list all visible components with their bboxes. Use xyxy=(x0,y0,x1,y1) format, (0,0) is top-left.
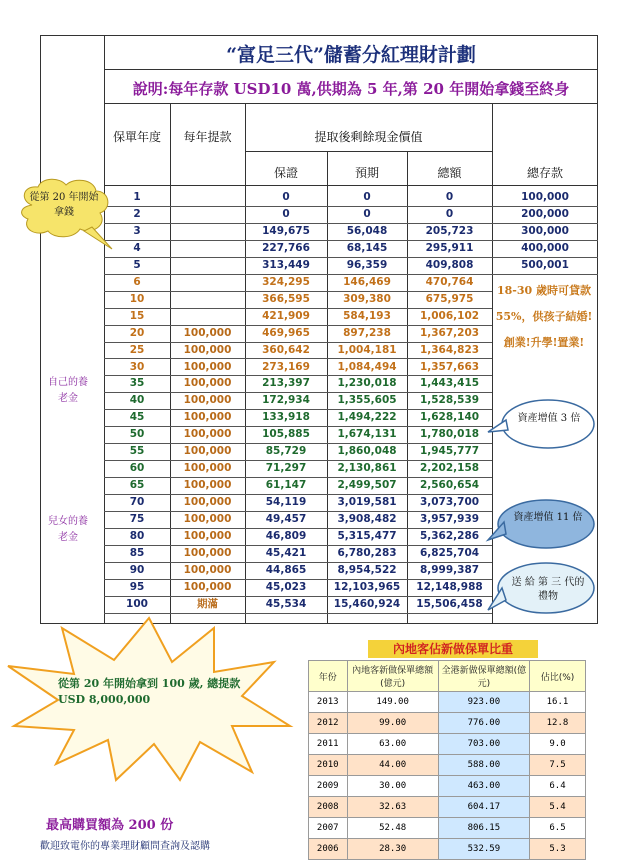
cell-projected: 1,494,222 xyxy=(337,411,397,423)
max-purchase-note: 最高購買額為 200 份 xyxy=(46,818,174,833)
cell-year: 1 xyxy=(133,191,141,203)
cell-projected: 897,238 xyxy=(343,327,391,339)
cell-total: 0 xyxy=(445,208,454,220)
market-cell-year: 2007 xyxy=(309,818,348,839)
cell-year: 90 xyxy=(129,564,145,576)
market-table-row xyxy=(309,839,586,860)
cell-annual: 100,000 xyxy=(183,513,232,525)
cell-guaranteed: 469,965 xyxy=(262,327,310,339)
cell-total: 2,202,158 xyxy=(419,462,480,474)
market-table-row xyxy=(309,818,586,839)
cell-total: 6,825,704 xyxy=(419,547,480,559)
market-cell-mainland: 32.63 xyxy=(347,797,438,818)
cell-year: 10 xyxy=(129,293,145,305)
market-header-hk: 全港新做保單總額(億元) xyxy=(438,661,529,692)
cell-projected: 1,355,605 xyxy=(337,394,397,406)
cell-annual: 100,000 xyxy=(183,361,232,373)
market-cell-year: 2013 xyxy=(309,692,348,713)
market-table-row xyxy=(309,776,586,797)
market-cell-pct: 16.1 xyxy=(529,692,585,713)
cell-annual: 100,000 xyxy=(183,327,232,339)
cell-total: 2,560,654 xyxy=(419,479,480,491)
cell-guaranteed: 213,397 xyxy=(262,377,310,389)
cell-total: 1,357,663 xyxy=(419,361,480,373)
start-withdraw-note: 從第 20 年開始拿錢 xyxy=(29,192,99,218)
cell-year: 40 xyxy=(129,394,145,406)
market-cell-year: 2009 xyxy=(309,776,348,797)
market-cell-hk: 923.00 xyxy=(438,692,529,713)
cell-year: 70 xyxy=(129,496,145,508)
market-cell-hk: 604.17 xyxy=(438,797,529,818)
market-cell-hk: 588.00 xyxy=(438,755,529,776)
cell-year: 45 xyxy=(129,411,145,423)
own-pension-label: 自己的養老金 xyxy=(48,377,88,404)
row-divider xyxy=(104,358,492,359)
cell-projected: 15,460,924 xyxy=(333,598,401,610)
market-cell-pct: 5.4 xyxy=(529,797,585,818)
cell-guaranteed: 46,809 xyxy=(265,530,307,542)
cell-year: 95 xyxy=(129,581,145,593)
header-annual: 每年提款 xyxy=(183,130,232,144)
cell-year: 30 xyxy=(129,361,145,373)
market-cell-mainland: 30.00 xyxy=(347,776,438,797)
cell-guaranteed: 366,595 xyxy=(262,293,310,305)
cell-year: 65 xyxy=(129,479,145,491)
cell-total: 1,945,777 xyxy=(419,445,480,457)
cell-deposit: 300,000 xyxy=(521,225,569,237)
cell-year: 60 xyxy=(129,462,145,474)
cell-guaranteed: 172,934 xyxy=(262,394,310,406)
market-table-row xyxy=(309,734,586,755)
page-subtitle: 說明:每年存款 USD10 萬,供期為 5 年,第 20 年開始拿錢至終身 xyxy=(132,80,570,98)
cell-total: 1,628,140 xyxy=(419,411,480,423)
market-table-row xyxy=(309,713,586,734)
cell-projected: 1,084,494 xyxy=(337,361,397,373)
cell-projected: 1,004,181 xyxy=(337,344,397,356)
cell-year: 75 xyxy=(129,513,145,525)
market-header-pct: 佔比(%) xyxy=(529,661,585,692)
cell-projected: 68,145 xyxy=(346,242,388,254)
cell-projected: 56,048 xyxy=(346,225,388,237)
cell-total: 1,528,539 xyxy=(419,394,480,406)
star-note: 從第 20 年開始拿到 100 歲, 總提款 USD 8,000,000 xyxy=(58,677,241,706)
cell-projected: 1,230,018 xyxy=(337,377,397,389)
cell-total: 0 xyxy=(445,191,454,203)
cell-annual: 100,000 xyxy=(183,479,232,491)
market-cell-pct: 5.3 xyxy=(529,839,585,860)
market-header-year: 年份 xyxy=(309,661,348,692)
cell-guaranteed: 133,918 xyxy=(262,411,310,423)
header-guaranteed: 保證 xyxy=(273,166,298,180)
cell-projected: 8,954,522 xyxy=(337,564,397,576)
market-table-grid xyxy=(308,660,586,860)
cell-deposit: 500,001 xyxy=(521,259,569,271)
market-cell-pct: 12.8 xyxy=(529,713,585,734)
cell-year: 6 xyxy=(133,276,141,288)
cell-annual: 100,000 xyxy=(183,411,232,423)
market-cell-pct: 9.0 xyxy=(529,734,585,755)
cell-deposit: 100,000 xyxy=(521,191,569,203)
cell-projected: 2,499,507 xyxy=(337,479,397,491)
growth11-note: 資產增值 11 倍 xyxy=(513,512,583,523)
cell-projected: 3,019,581 xyxy=(337,496,397,508)
cell-deposit: 200,000 xyxy=(521,208,569,220)
cell-projected: 3,908,482 xyxy=(337,513,397,525)
market-cell-hk: 463.00 xyxy=(438,776,529,797)
cell-guaranteed: 71,297 xyxy=(265,462,307,474)
market-table-row xyxy=(309,692,586,713)
cell-total: 3,957,939 xyxy=(419,513,480,525)
cell-projected: 309,380 xyxy=(343,293,391,305)
cell-total: 1,780,018 xyxy=(419,428,480,440)
market-cell-mainland: 63.00 xyxy=(347,734,438,755)
cell-guaranteed: 0 xyxy=(282,191,290,203)
cell-annual: 100,000 xyxy=(183,547,232,559)
cell-year: 4 xyxy=(133,242,141,254)
cell-total: 1,367,203 xyxy=(419,327,480,339)
market-table-row xyxy=(309,755,586,776)
cell-year: 35 xyxy=(129,377,145,389)
cell-annual: 100,000 xyxy=(183,462,232,474)
page-title: “富足三代”儲蓄分紅理財計劃 xyxy=(226,44,476,66)
cell-year: 20 xyxy=(129,327,145,339)
cell-year: 3 xyxy=(133,225,141,237)
cell-annual: 100,000 xyxy=(183,344,232,356)
cell-year: 85 xyxy=(129,547,145,559)
cell-guaranteed: 85,729 xyxy=(265,445,307,457)
cell-annual: 100,000 xyxy=(183,530,232,542)
cell-year: 80 xyxy=(129,530,145,542)
cell-annual: 100,000 xyxy=(183,428,232,440)
cell-guaranteed: 227,766 xyxy=(262,242,310,254)
market-cell-year: 2011 xyxy=(309,734,348,755)
cell-total: 1,443,415 xyxy=(419,377,480,389)
market-cell-mainland: 99.00 xyxy=(347,713,438,734)
cell-guaranteed: 324,295 xyxy=(262,276,310,288)
cell-projected: 146,469 xyxy=(343,276,391,288)
cell-guaranteed: 0 xyxy=(282,208,290,220)
cell-guaranteed: 313,449 xyxy=(262,259,310,271)
header-deposit: 總存款 xyxy=(526,166,563,180)
cell-total: 12,148,988 xyxy=(416,581,483,593)
cell-guaranteed: 54,119 xyxy=(265,496,307,508)
market-cell-pct: 6.4 xyxy=(529,776,585,797)
market-cell-hk: 532.59 xyxy=(438,839,529,860)
market-cell-year: 2010 xyxy=(309,755,348,776)
cell-annual: 100,000 xyxy=(183,377,232,389)
header-total: 總額 xyxy=(437,166,462,180)
cell-year: 100 xyxy=(126,598,148,610)
cell-total: 295,911 xyxy=(425,242,474,254)
cell-annual: 100,000 xyxy=(183,496,232,508)
footer-note: 歡迎致電你的專業理財顧問查詢及認購 xyxy=(40,841,210,852)
children-pension-label: 兒女的養老金 xyxy=(48,516,88,543)
header-projected: 預期 xyxy=(354,166,379,180)
cell-guaranteed: 45,421 xyxy=(265,547,307,559)
cell-guaranteed: 45,023 xyxy=(265,581,307,593)
cell-guaranteed: 45,534 xyxy=(265,598,307,610)
cell-total: 409,808 xyxy=(425,259,474,271)
cell-total: 15,506,458 xyxy=(416,598,483,610)
cell-projected: 1,860,048 xyxy=(337,445,397,457)
cell-projected: 96,359 xyxy=(346,259,388,271)
growth3-bubble-shape xyxy=(484,396,599,456)
cell-total: 675,975 xyxy=(425,293,474,305)
market-cell-year: 2006 xyxy=(309,839,348,860)
cell-total: 8,999,387 xyxy=(419,564,480,576)
market-cell-hk: 703.00 xyxy=(438,734,529,755)
market-cell-hk: 806.15 xyxy=(438,818,529,839)
cell-projected: 6,780,283 xyxy=(337,547,397,559)
cell-year: 5 xyxy=(133,259,141,271)
cell-annual: 100,000 xyxy=(183,445,232,457)
cell-deposit: 400,000 xyxy=(521,242,569,254)
cell-year: 25 xyxy=(129,344,145,356)
market-cell-pct: 7.5 xyxy=(529,755,585,776)
cell-total: 5,362,286 xyxy=(419,530,480,542)
cell-guaranteed: 49,457 xyxy=(265,513,307,525)
market-cell-mainland: 52.48 xyxy=(347,818,438,839)
cell-year: 55 xyxy=(129,445,145,457)
cell-projected: 5,315,477 xyxy=(337,530,397,542)
cell-projected: 1,674,131 xyxy=(337,428,397,440)
market-table-title: 內地客佔新做保單比重 xyxy=(368,640,538,658)
header-year: 保單年度 xyxy=(112,130,161,144)
cell-total: 1,364,823 xyxy=(419,344,480,356)
cell-guaranteed: 61,147 xyxy=(265,479,307,491)
gift-note: 送 給 第 三 代的禮物 xyxy=(511,577,585,602)
cell-annual: 100,000 xyxy=(183,564,232,576)
cell-year: 50 xyxy=(129,428,145,440)
cell-projected: 12,103,965 xyxy=(333,581,401,593)
cell-guaranteed: 421,909 xyxy=(262,310,310,322)
market-cell-mainland: 28.30 xyxy=(347,839,438,860)
loan-note: 18-30 歲時可貸款 55%，供孩子結婚!創業!升學!置業! xyxy=(495,284,593,349)
cell-projected: 0 xyxy=(363,208,371,220)
cell-total: 3,073,700 xyxy=(419,496,480,508)
cell-guaranteed: 360,642 xyxy=(262,344,310,356)
market-table-body xyxy=(309,692,586,860)
market-cell-year: 2008 xyxy=(309,797,348,818)
market-cell-hk: 776.00 xyxy=(438,713,529,734)
cell-annual: 100,000 xyxy=(183,581,232,593)
cell-projected: 0 xyxy=(363,191,371,203)
cell-annual: 100,000 xyxy=(183,394,232,406)
cell-guaranteed: 273,169 xyxy=(262,361,310,373)
cell-guaranteed: 105,885 xyxy=(262,428,310,440)
cell-guaranteed: 149,675 xyxy=(262,225,310,237)
market-header-mainland: 內地客新做保單總額(億元) xyxy=(347,661,438,692)
cell-year: 15 xyxy=(129,310,145,322)
cell-projected: 2,130,861 xyxy=(337,462,397,474)
cell-total: 205,723 xyxy=(425,225,474,237)
market-cell-mainland: 44.00 xyxy=(347,755,438,776)
growth11-bubble-shape xyxy=(484,496,599,556)
cell-guaranteed: 44,865 xyxy=(265,564,307,576)
growth3-note: 資產增值 3 倍 xyxy=(517,413,581,424)
market-cell-mainland: 149.00 xyxy=(347,692,438,713)
cell-projected: 584,193 xyxy=(343,310,391,322)
header-remaining: 提取後剩餘現金價值 xyxy=(314,130,423,144)
market-cell-year: 2012 xyxy=(309,713,348,734)
cell-total: 1,006,102 xyxy=(419,310,480,322)
market-table-row xyxy=(309,797,586,818)
market-cell-pct: 6.5 xyxy=(529,818,585,839)
cell-year: 2 xyxy=(133,208,141,220)
cell-annual: 期滿 xyxy=(197,598,218,610)
cell-total: 470,764 xyxy=(425,276,474,288)
